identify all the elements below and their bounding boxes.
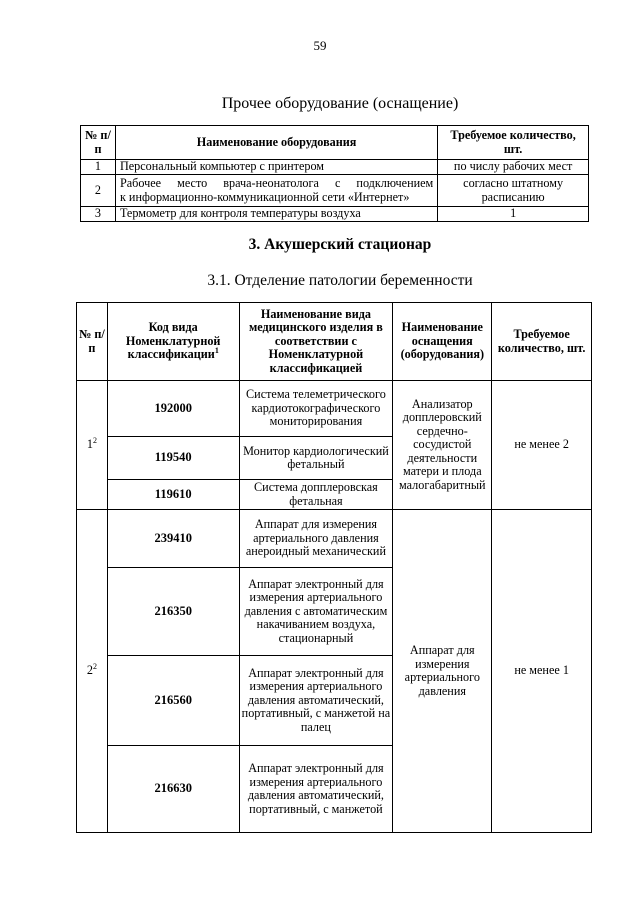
row-name [115, 175, 437, 207]
equipment-cell: Анализатор допплеровский сердечно-сосудистой деятельности матери и плода малогабаритный [393, 381, 492, 510]
code-cell: 216350 [107, 568, 239, 656]
group-num [77, 381, 108, 510]
group-num-text: 2 [86, 663, 93, 678]
other-equipment-title: Прочее оборудование (оснащение) [221, 95, 459, 112]
table-header-row [77, 303, 592, 381]
footnote-mark: 2 [92, 436, 97, 446]
row-name: Термометр для контроля температуры воздуха [115, 207, 437, 222]
header-code-text: Код вида Номенклатурной классификации [125, 320, 221, 362]
equipment-cell: Аппарат для измерения артериального давления [393, 510, 492, 833]
row-num: 1 [81, 160, 116, 175]
footnote-mark: 1 [214, 346, 219, 356]
table-row [77, 381, 592, 437]
row-name-line2: к информационно-коммуникационной сети «Интернет» [119, 189, 410, 204]
group-num [77, 510, 108, 833]
section-title: 3. Акушерский стационар [248, 236, 432, 253]
code-cell: 239410 [107, 510, 239, 568]
section-subtitle: 3.1. Отделение патологии беременности [207, 272, 473, 289]
code-cell: 119540 [107, 437, 239, 480]
qty-cell: не менее 1 [492, 510, 592, 833]
footnote-mark: 2 [92, 662, 97, 672]
device-cell: Аппарат электронный для измерения артериального давления автоматический, портативный, с манжетой на палец [239, 656, 393, 746]
row-num: 2 [81, 175, 116, 207]
other-equipment-table [80, 125, 589, 222]
table-row [81, 207, 589, 222]
device-cell: Аппарат электронный для измерения артериального давления автоматический, портативный, с манжетой [239, 746, 393, 833]
row-qty: согласно штатному расписанию [438, 175, 589, 207]
code-cell: 119610 [107, 480, 239, 510]
table-row [77, 510, 592, 568]
header-num: № п/п [77, 303, 108, 381]
header-qty: Требуемое количество, шт. [438, 126, 589, 160]
header-name: Наименование оборудования [115, 126, 437, 160]
equipment-table [76, 302, 592, 833]
table-header-row [81, 126, 589, 160]
device-cell: Монитор кардиологический фетальный [239, 437, 393, 480]
header-qty: Требуемое количество, шт. [492, 303, 592, 381]
code-cell: 216630 [107, 746, 239, 833]
code-cell: 192000 [107, 381, 239, 437]
table-row [81, 175, 589, 207]
group-num-text: 1 [86, 437, 93, 452]
header-num: № п/п [81, 126, 116, 160]
header-code [107, 303, 239, 381]
device-cell: Аппарат электронный для измерения артериального давления с автоматическим накачиванием воздуха, стационарный [239, 568, 393, 656]
header-equipment: Наименование оснащения (оборудования) [393, 303, 492, 381]
code-cell: 216560 [107, 656, 239, 746]
header-device: Наименование вида медицинского изделия в соответствии с Номенклатурной классификацией [239, 303, 393, 381]
device-cell: Система телеметрического кардиотокографического мониторирования [239, 381, 393, 437]
table-row [81, 160, 589, 175]
device-cell: Система допплеровская фетальная [239, 480, 393, 510]
row-name-line1: Рабочее место врача-неонатолога с подключением [119, 176, 434, 190]
row-num: 3 [81, 207, 116, 222]
device-cell: Аппарат для измерения артериального давления анероидный механический [239, 510, 393, 568]
row-name: Персональный компьютер с принтером [115, 160, 437, 175]
row-qty: 1 [438, 207, 589, 222]
row-qty: по числу рабочих мест [438, 160, 589, 175]
page-number: 59 [313, 38, 327, 53]
qty-cell: не менее 2 [492, 381, 592, 510]
